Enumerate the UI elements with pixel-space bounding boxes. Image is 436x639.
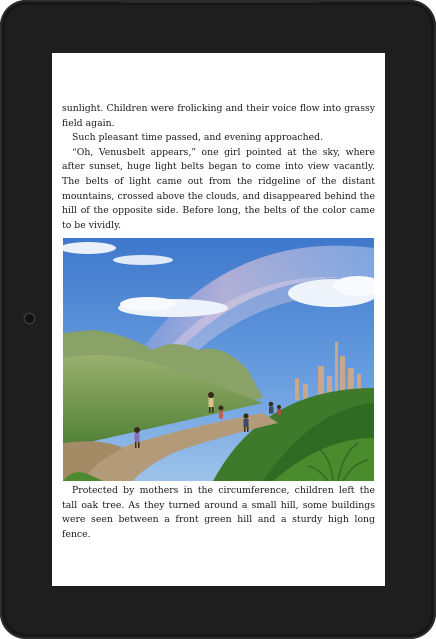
- paragraph-3: “Oh, Venusbelt appears,” one girl pointed at the sky, where after sunset, huge light belts began to come into view vacantly. The belts of light came out from the ridgeline of the distant mountains, crossed above the clouds, and disappeared behind the hill of the opposite side. Before long, the belts of the color came to be vividly.: [62, 146, 375, 231]
- paragraph-4: Protected by mothers in the circumference, children left the tall oak tree. As they turned around a small hill, some buildings were seen between a front green hill and a sturdy high long fence.: [62, 485, 375, 540]
- child-figure: [269, 402, 274, 414]
- reader-screen[interactable]: [52, 53, 385, 586]
- child-figure: [219, 406, 224, 419]
- story-illustration: [63, 238, 374, 481]
- paragraph-1: sunlight. Children were frolicking and their voice flow into grassy field again.: [62, 103, 375, 129]
- page-text-top: [62, 102, 375, 233]
- front-camera: [25, 314, 34, 323]
- power-button[interactable]: [120, 0, 320, 3]
- child-figure: [277, 405, 281, 415]
- paragraph-2: Such pleasant time passed, and evening approached.: [72, 132, 324, 144]
- page-text-bottom: [62, 484, 375, 542]
